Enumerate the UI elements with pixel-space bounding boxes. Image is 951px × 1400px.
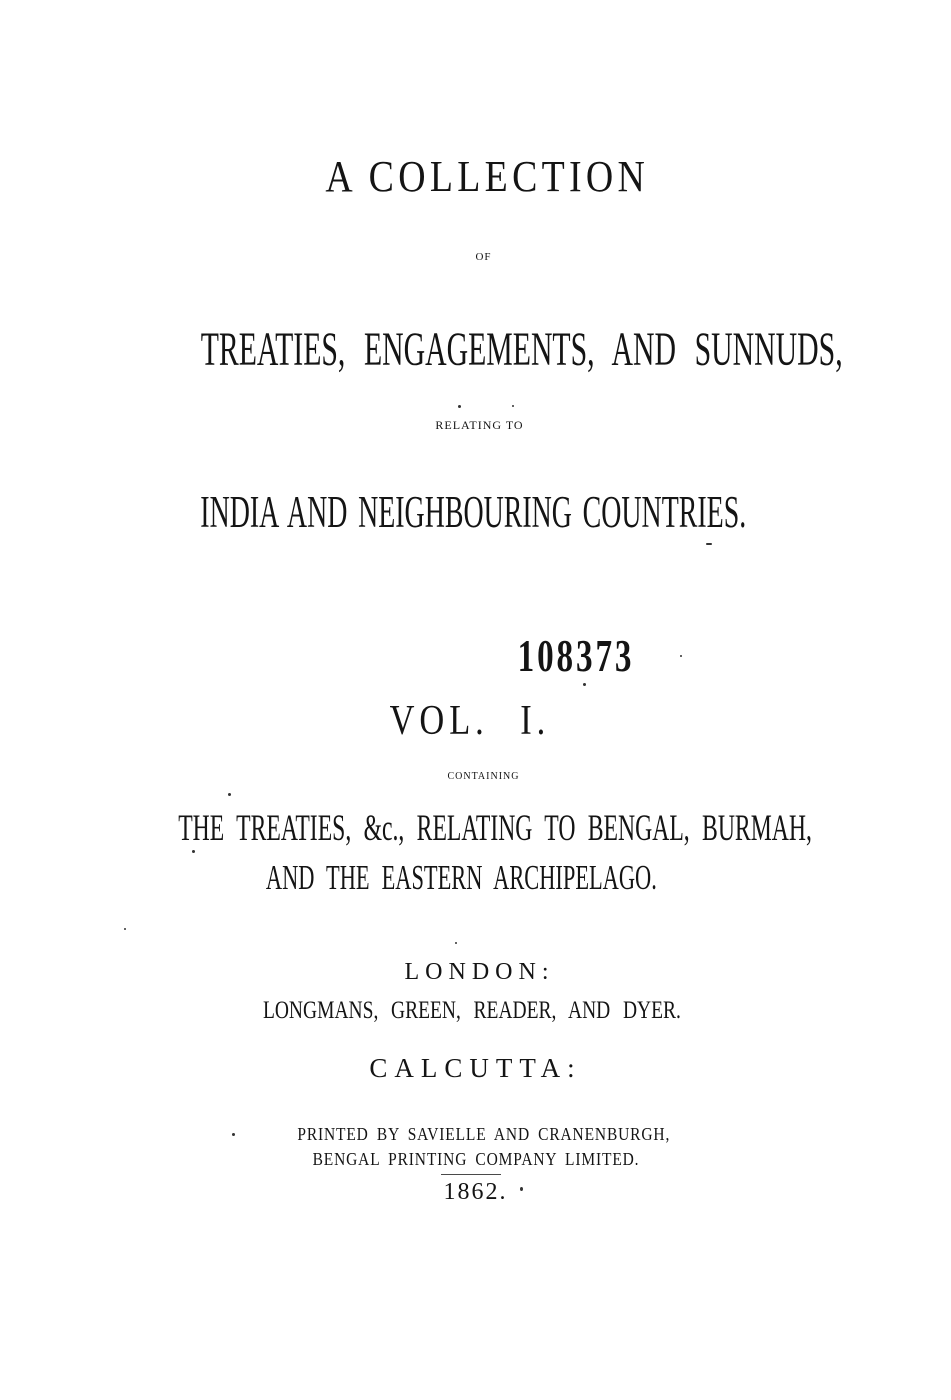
- subject-text: TREATIES, ENGAGEMENTS, AND SUNNUDS,: [200, 323, 843, 376]
- speck-mark: [706, 543, 712, 545]
- region-heading: [0, 487, 949, 537]
- contents-line-1: [0, 810, 951, 847]
- year-rule-divider: [441, 1174, 501, 1175]
- speck-mark: [458, 405, 461, 408]
- contents-line-1-text: THE TREATIES, &c., RELATING TO BENGAL, BURMAH,: [178, 808, 812, 849]
- title-text: A COLLECTION: [325, 152, 650, 201]
- london-publishers-text: LONGMANS, GREEN, READER, AND DYER.: [262, 997, 681, 1024]
- speck-mark: [583, 683, 586, 686]
- publication-year: 1862.: [443, 1179, 508, 1205]
- title-heading: [12, 152, 951, 201]
- speck-mark: [680, 655, 682, 657]
- printer-line-1-text: PRINTED BY SAVIELLE AND CRANENBURGH,: [297, 1124, 670, 1144]
- printer-line-2: [0, 1150, 951, 1168]
- volume-heading: [0, 700, 945, 742]
- speck-mark: [232, 1133, 235, 1136]
- speck-mark: [228, 793, 231, 796]
- relating-connector: RELATING TO: [435, 418, 524, 432]
- contents-line-2: [0, 860, 937, 895]
- subject-heading: [4, 323, 951, 376]
- speck-mark: [192, 850, 195, 853]
- volume-text: VOL. I.: [389, 698, 550, 744]
- accession-number-text: 108373: [517, 630, 634, 681]
- accession-number: [100, 632, 951, 679]
- speck-mark: [520, 1187, 523, 1191]
- speck-mark: [512, 405, 514, 407]
- of-connector: OF: [475, 251, 492, 263]
- region-text: INDIA AND NEIGHBOURING COUNTRIES.: [200, 487, 747, 537]
- containing-connector: CONTAINING: [447, 771, 520, 782]
- speck-mark: [455, 942, 457, 944]
- contents-line-2-text: AND THE EASTERN ARCHIPELAGO.: [266, 858, 657, 897]
- calcutta-imprint-label: CALCUTTA:: [369, 1053, 582, 1083]
- london-imprint-label: LONDON:: [404, 959, 555, 985]
- printer-line-1: [8, 1125, 951, 1143]
- printer-line-2-text: BENGAL PRINTING COMPANY LIMITED.: [312, 1149, 639, 1169]
- speck-mark: [124, 928, 126, 930]
- london-publishers: [0, 998, 947, 1023]
